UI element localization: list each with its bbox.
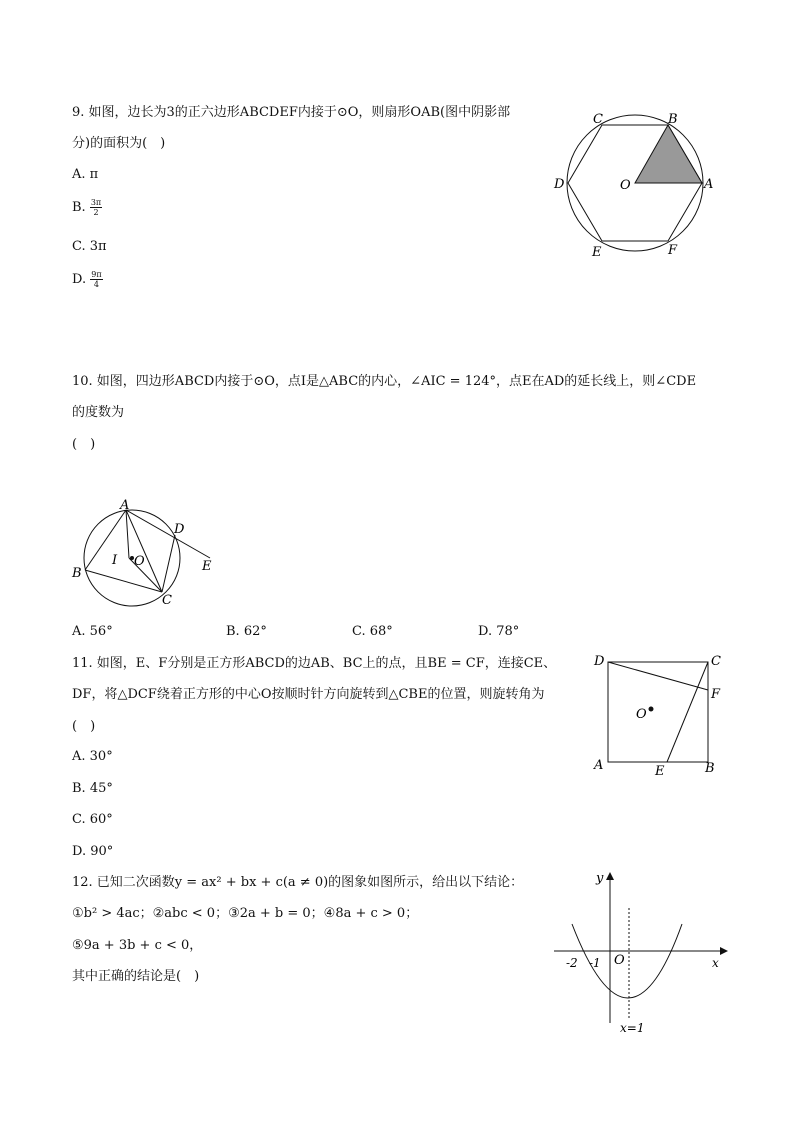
label-a: A [120,498,130,513]
y-axis-arrow [606,872,614,880]
q11-option-c: C. 60° [72,812,113,827]
q11-square-figure [590,650,730,780]
label-o: O [620,178,631,193]
q9-option-d-fraction [90,270,102,289]
q12-parabola-figure [548,868,738,1038]
q9-hexagon-figure [550,108,720,258]
q10-stem-line2: 的度数为 [72,405,125,420]
label-i: I [112,553,118,568]
q11-stem-line3: ( ) [72,719,96,734]
q11-stem-line1: 11. 如图，E、F分别是正方形ABCD的边AB、BC上的点，且BE = CF，连接CE、 [72,656,557,671]
fraction-denominator: 4 [93,280,99,289]
shaded-sector [635,125,702,183]
q9-option-b [72,198,102,217]
q12-stem-line4: 其中正确的结论是( ) [72,969,200,984]
q9-stem-line2: 分)的面积为( ) [72,136,166,151]
segment-ai [126,510,129,558]
center-dot [649,707,654,712]
fraction-numerator: 3π [90,198,102,207]
label-d: D [174,522,185,537]
label-b: B [668,112,678,127]
q10-circle-figure [70,498,230,610]
label-c: C [711,654,721,669]
label-e: E [592,245,602,260]
label-e: E [655,764,665,779]
label-y: y [596,871,604,886]
q12-stem-line3: ⑤9a + 3b + c < 0， [72,938,203,953]
q10-stem-line1: 10. 如图，四边形ABCD内接于⊙O，点I是△ABC的内心，∠AIC = 124°，点E在AD的延长线上，则∠CDE [72,374,697,389]
line-ade [126,510,210,558]
label-x: x [712,956,719,970]
label-d: D [554,177,565,192]
label-c: C [162,593,172,608]
x-axis-arrow [720,947,728,955]
q10-option-a: A. 56° [72,624,113,639]
fraction-numerator: 9π [91,270,102,279]
q10-option-c: C. 68° [352,624,393,639]
label-f: F [668,243,678,258]
diagonal-ac [126,510,162,592]
label-symmetry-axis: x=1 [620,1021,645,1035]
label-a: A [704,177,714,192]
label-a: A [594,758,604,773]
q12-stem-line2: ①b² > 4ac；②abc < 0；③2a + b = 0；④8a + c > 0； [72,906,419,921]
label-origin: O [614,953,625,968]
label-c: C [593,112,603,127]
q11-stem-line2: DF，将△DCF绕着正方形的中心O按顺时针方向旋转到△CBE的位置，则旋转角为 [72,687,545,702]
label-b: B [72,566,82,581]
q9-option-d-label: D. [72,272,87,287]
label-d: D [594,654,605,669]
label-f: F [711,687,721,702]
side-ab [85,510,126,570]
square [608,662,708,762]
q10-option-d: D. 78° [478,624,520,639]
q9-stem-line1: 9. 如图，边长为3的正六边形ABCDEF内接于⊙O，则扇形OAB(图中阴影部 [72,105,511,120]
segment-ce [667,662,708,762]
label-e: E [202,559,212,574]
side-bc [85,570,162,592]
label-b: B [705,761,715,776]
label-o: O [134,554,145,569]
q9-option-a: A. π [72,167,99,182]
q9-option-c: C. 3π [72,239,107,254]
q10-option-b: B. 62° [226,624,267,639]
fraction-denominator: 2 [93,208,99,217]
q9-option-b-fraction [90,198,102,217]
q9-option-d [72,270,103,289]
label-neg1: -1 [589,956,601,970]
label-o: O [636,707,647,722]
q10-stem-line3: ( ) [72,437,96,452]
label-neg2: -2 [566,956,578,970]
segment-df [608,662,708,690]
q11-option-b: B. 45° [72,781,113,796]
q12-stem-line1: 12. 已知二次函数y = ax² + bx + c(a ≠ 0)的图象如图所示，给出以下结论： [72,875,524,890]
q11-option-a: A. 30° [72,749,113,764]
q9-option-b-label: B. [72,200,86,215]
q11-option-d: D. 90° [72,844,114,859]
